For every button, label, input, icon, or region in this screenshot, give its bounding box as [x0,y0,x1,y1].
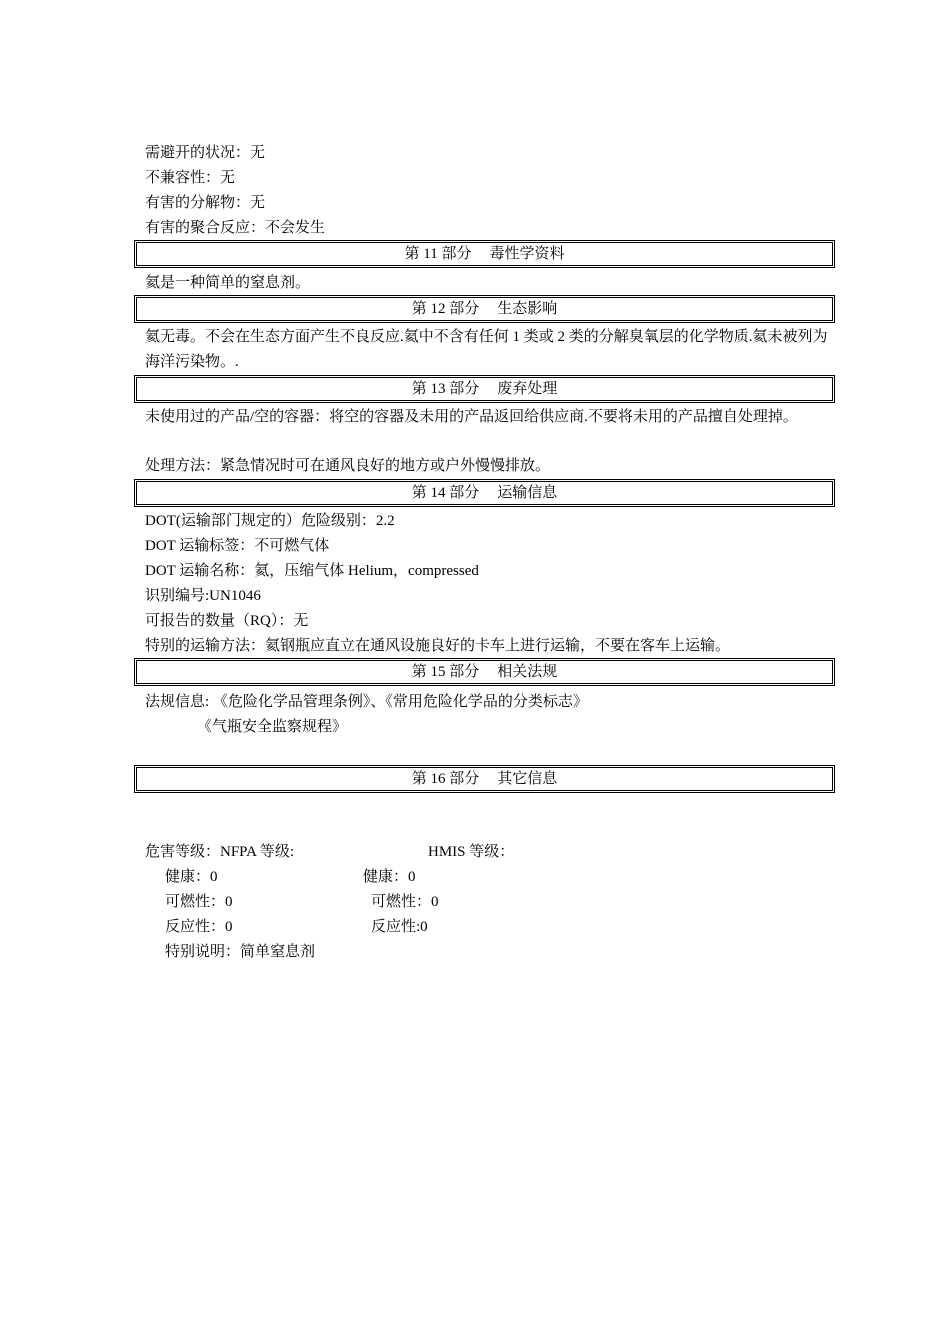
special-note: 特别说明：简单窒息剂 [165,944,316,960]
section-11-number: 第 11 部分 [404,246,472,262]
section-11-header [134,240,835,268]
toxicology-text: 氦是一种简单的窒息剂。 [145,275,311,291]
nfpa-rating-label: 危害等级：NFPA 等级: [145,844,295,860]
section-14-header [134,479,835,507]
section-12-number: 第 12 部分 [411,301,480,317]
section-16-title: 其它信息 [497,771,558,787]
section-12-header [134,295,835,323]
hmis-flammability: 可燃性：0 [371,894,439,910]
hmis-reactivity: 反应性:0 [371,919,428,935]
section-13-header [134,375,835,403]
disposal-containers-text: 未使用过的产品/空的容器：将空的容器及未用的产品返回给供应商.不要将未用的产品擅自处理掉。 [145,409,798,425]
regulations-text-2: 《气瓶安全监察规程》 [197,719,348,735]
hmis-health: 健康：0 [363,869,416,885]
disposal-method-text: 处理方法：紧急情况时可在通风良好的地方或户外慢慢排放。 [145,458,551,474]
section-13-title: 废弃处理 [497,381,558,397]
nfpa-reactivity: 反应性：0 [165,919,233,935]
ecology-text: 氦无毒。不会在生态方面产生不良反应.氦中不含有任何 1 类或 2 类的分解臭氧层的化学物质.氦未被列为海洋污染物。. [145,329,828,370]
section-14-title: 运输信息 [497,485,558,501]
nfpa-health: 健康：0 [165,869,218,885]
regulations-text: 法规信息: 《危险化学品管理条例》、《常用危险化学品的分类标志》 [145,694,588,710]
section-14-number: 第 14 部分 [411,485,480,501]
hmis-rating-label: HMIS 等级： [428,844,515,860]
special-transport-text: 特别的运输方法：氦钢瓶应直立在通风设施良好的卡车上进行运输，不要在客车上运输。 [145,638,731,654]
dot-label: DOT 运输标签：不可燃气体 [145,538,330,554]
incompatibility-text: 不兼容性：无 [145,170,236,186]
section-15-title: 相关法规 [497,664,558,680]
section-15-header [134,658,835,686]
reportable-quantity: 可报告的数量（RQ）：无 [145,613,309,629]
decomposition-text: 有害的分解物：无 [145,195,266,211]
section-16-header [134,765,835,793]
dot-shipping-name: DOT 运输名称：氦，压缩气体 Helium，compressed [145,563,479,579]
section-15-number: 第 15 部分 [411,664,480,680]
section-12-title: 生态影响 [497,301,558,317]
section-11-title: 毒性学资料 [489,246,565,262]
avoid-conditions-text: 需避开的状况：无 [145,145,266,161]
section-16-number: 第 16 部分 [411,771,480,787]
nfpa-flammability: 可燃性：0 [165,894,233,910]
polymerization-text: 有害的聚合反应：不会发生 [145,220,326,236]
un-number: 识别编号:UN1046 [145,588,261,604]
dot-hazard-class: DOT(运输部门规定的）危险级别：2.2 [145,513,395,529]
section-13-number: 第 13 部分 [411,381,480,397]
